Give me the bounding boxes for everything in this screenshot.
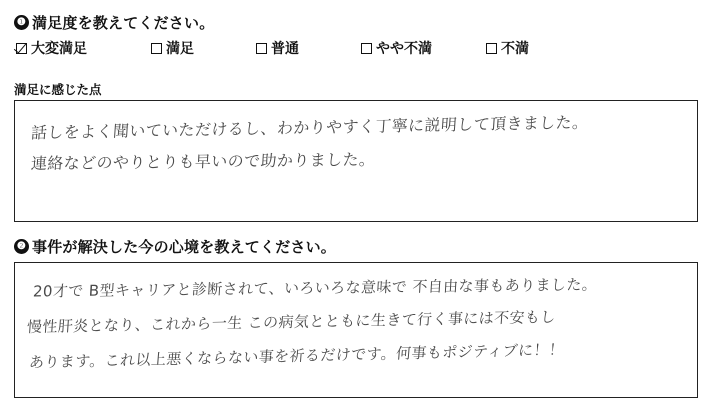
handwritten-line: あります。これ以上悪くならない事を祈るだけです。何事もポジティブに！！ [28,340,566,372]
handwritten-line: 連絡などのやりとりも早いので助かりました。 [30,149,376,174]
checkbox-checked-icon[interactable] [16,43,27,54]
handwritten-line: 20才で B型キャリアと診断されて、いろいろな意味で 不自由な事もありました。 [32,275,598,301]
question-1-heading [14,12,214,33]
answer-box-question-1[interactable] [14,100,698,222]
question-1-number: ❶ [14,15,29,30]
checkbox-icon[interactable] [361,43,372,54]
handwritten-line: 慢性肝炎となり、これから一生 この病気とともに生きて行く事には不安もし [26,307,557,337]
question-2-text: 事件が解決した今の心境を教えてください。 [32,239,337,256]
question-2-number: ❷ [14,239,29,254]
option-neutral[interactable] [256,38,299,58]
checkbox-icon[interactable] [256,43,267,54]
option-label: 満足 [166,40,194,56]
checkbox-icon[interactable] [151,43,162,54]
option-somewhat-dissatisfied[interactable] [361,38,432,58]
option-label: 不満 [501,40,529,56]
option-label: 大変満足 [31,40,87,56]
option-satisfied[interactable] [151,38,194,58]
handwritten-line: 話しをよく聞いていただけるし、わかりやすく丁寧に説明して頂きました。 [30,112,590,143]
option-dissatisfied[interactable] [486,38,529,58]
checkbox-icon[interactable] [486,43,497,54]
question-1-text: 満足度を教えてください。 [32,15,215,32]
satisfaction-options [16,38,576,58]
option-label: 普通 [271,40,299,56]
question-2-heading [14,236,336,257]
option-very-satisfied[interactable] [16,38,87,58]
option-label: やや不満 [376,40,432,56]
answer-box-question-2[interactable] [14,262,698,398]
satisfaction-points-label: 満足に感じた点 [14,83,102,97]
